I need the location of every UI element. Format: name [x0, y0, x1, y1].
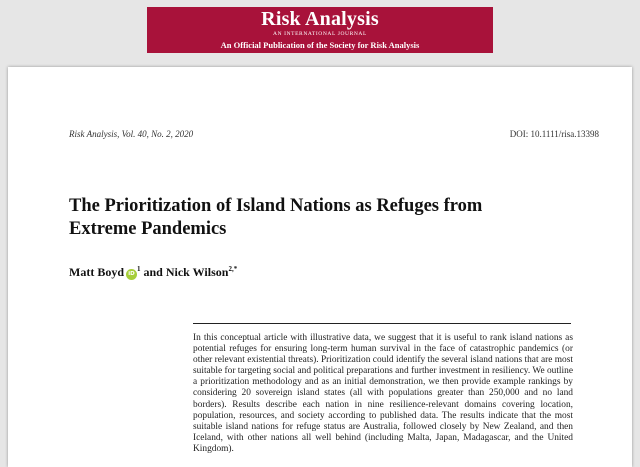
orcid-icon[interactable]: iD: [126, 269, 137, 280]
doi[interactable]: DOI: 10.1111/risa.13398: [509, 129, 599, 139]
author-list: [69, 265, 237, 280]
author-joiner: and: [143, 265, 163, 279]
paper-page: [8, 67, 632, 467]
abstract-text: In this conceptual article with illustrative data, we suggest that it is useful to rank island nations as potential refuges for ensuring long-term human survival in the face of catastrophic pandemics (or other relevant existential threats). Prioritization could identify the several island nations that are most suitable for targeting social and political preparations and further investment in resiliency. We outline a prioritization methodology and as an initial demonstration, we then provide example rankings by considering 20 sovereign island states (all with populations greater than 250,000 and no land borders). Results describe each nation in nine resilience-relevant domains covering location, population, resources, and society according to published data. The results indicate that the most suitable island nations for refuge status are Australia, followed closely by New Zealand, and then Iceland, with other nations all well behind (including Malta, Japan, Madagascar, and the United Kingdom).: [193, 333, 573, 454]
journal-banner: [147, 7, 493, 53]
author-affiliation: 2,*: [228, 265, 238, 273]
banner-title: Risk Analysis: [261, 8, 379, 30]
author-affiliation: 1: [137, 265, 141, 273]
banner-subtitle: AN INTERNATIONAL JOURNAL: [273, 31, 367, 37]
author-name: Nick Wilson: [165, 265, 229, 279]
abstract-divider: [193, 323, 571, 324]
author-name: Matt Boyd: [69, 265, 124, 279]
banner-publication: An Official Publication of the Society for Risk Analysis: [220, 40, 420, 50]
journal-reference: Risk Analysis, Vol. 40, No. 2, 2020: [69, 129, 194, 139]
article-title: The Prioritization of Island Nations as Refuges from Extreme Pandemics: [69, 196, 483, 239]
